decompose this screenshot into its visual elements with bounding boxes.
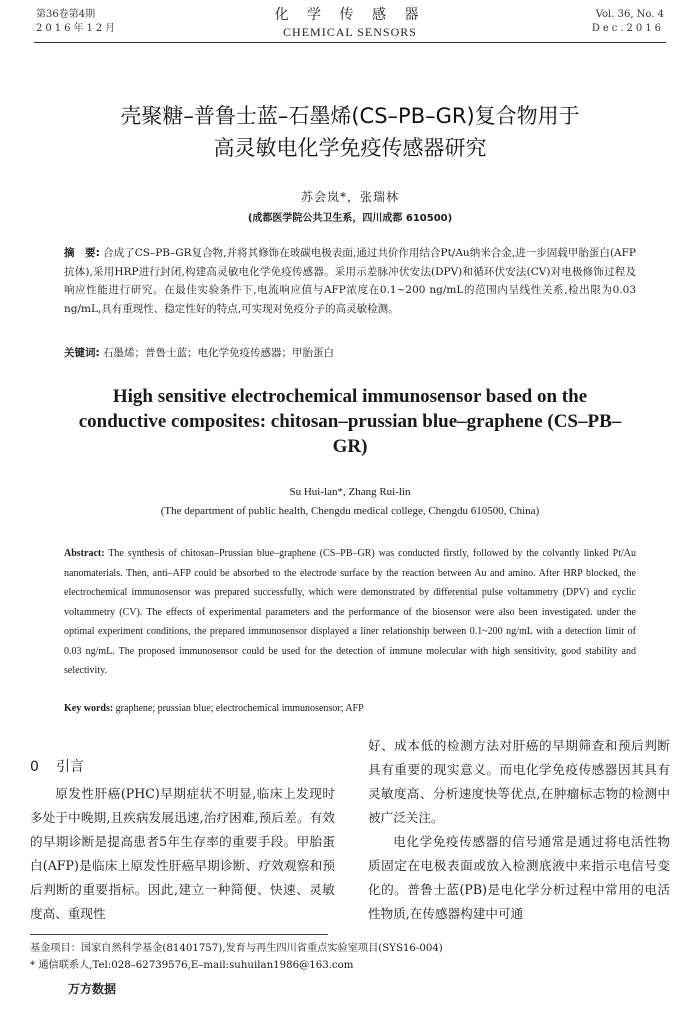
footnotes xyxy=(30,940,443,974)
watermark: 万方数据 xyxy=(68,982,117,996)
chinese-keywords-text: 石墨烯；普鲁士蓝；电化学免疫传感器；甲胎蛋白 xyxy=(99,347,335,359)
body-paragraph: 电化学免疫传感器的信号通常是通过将电活性物质固定在电极表面或放入检测底液中来指示电信号变化的。普鲁士蓝(PB)是电化学分析过程中常用的电活性物质,在传感器构建中可通 xyxy=(368,834,670,921)
english-title-line1: High sensitive electrochemical immunosensor based on the xyxy=(112,386,588,407)
section-number: 0 xyxy=(30,759,39,775)
chinese-abstract-label: 摘 要: xyxy=(64,247,100,259)
english-abstract-text: The synthesis of chitosan–Prussian blue–graphene (CS–PB–GR) was conducted firstly, followed by the colvantly linked Pt/Au nanomaterials. Then, anti–AFP could be absorbed to the electrode surface by the reaction between Au and amino. After HRP blocked, the electrochemical immunosensor was prepared successfully, which were demonstrated by differential pulse voltammetry (DPV) and cyclic voltammetry (CV). The effects of experimental parameters and the performance of the biosensor were also been investigated. under the optimal experiment conditions, the prepared immunosensor displayed a liner relationship between 0.1~200 ng/mL with a detection limit of 0.03 ng/mL. The proposed immunosensor could be used for the detection of immune molecular with high sensitivity, good stability and selectivity. xyxy=(64,548,636,676)
chinese-abstract xyxy=(64,244,636,318)
header-date-cn: 2016年12月 xyxy=(36,23,119,34)
chinese-title-line1: 壳聚糖–普鲁士蓝–石墨烯(CS–PB–GR)复合物用于 xyxy=(120,104,580,128)
chinese-title-line2: 高灵敏电化学免疫传感器研究 xyxy=(213,136,487,160)
chinese-affiliation: (成都医学院公共卫生系，四川成都 610500) xyxy=(247,213,453,224)
english-title-line3: GR) xyxy=(332,436,368,457)
chinese-abstract-text: 合成了CS–PB–GR复合物,并将其修饰在玻碳电极表面,通过共价作用结合Pt/Au纳米合金,进一步固载甲胎蛋白(AFP抗体),采用HRP进行封闭,构建高灵敏电化学免疫传感器。采用示差脉冲伏安法(DPV)和循环伏安法(CV)对电极修饰过程及响应性能进行研究。在最佳实验条件下,电流响应值与AFP浓度在0.1~200 ng/mL的范围内呈线性关系,检出限为0.03 ng/mL,具有重现性、稳定性好的特点,可实现对免疫分子的高灵敏检测。 xyxy=(64,247,636,315)
english-keywords-label: Key words: xyxy=(64,703,114,714)
footnote-fund: 基金项目：国家自然科学基金(81401757),发育与再生四川省重点实验室项目(SYS16-004) xyxy=(30,943,443,954)
english-title xyxy=(50,384,650,459)
body-column-right xyxy=(368,734,670,926)
header-volume-cn: 第36卷第4期 xyxy=(36,9,96,20)
chinese-authors: 苏会岚*，张瑞林 xyxy=(300,190,399,204)
english-keywords-text: graphene; prussian blue; electrochemical immunosensor; AFP xyxy=(113,703,364,714)
chinese-title xyxy=(40,100,660,164)
header-right xyxy=(592,8,664,36)
header-divider xyxy=(34,42,666,43)
english-abstract xyxy=(64,544,636,681)
header-date-en: Dec.2016 xyxy=(591,23,664,34)
journal-name-en: CHEMICAL SENSORS xyxy=(283,25,417,39)
journal-name-cn: 化 学 传 感 器 xyxy=(274,7,426,23)
footnote-divider xyxy=(30,934,328,935)
header-volume-en: Vol. 36, No. 4 xyxy=(595,9,664,20)
chinese-keywords xyxy=(64,344,636,362)
english-affiliation: (The department of public health, Chengdu medical college, Chengdu 610500, China) xyxy=(160,505,540,517)
english-title-line2: conductive composites: chitosan–prussian blue–graphene (CS–PB– xyxy=(78,411,622,432)
english-keywords xyxy=(64,700,636,718)
english-abstract-label: Abstract: xyxy=(64,548,105,559)
body-paragraph-continued: 好、成本低的检测方法对肝癌的早期筛查和预后判断具有重要的现实意义。而电化学免疫传感器因其具有灵敏度高、分析速度快等优点,在肿瘤标志物的检测中被广泛关注。 xyxy=(368,738,670,825)
body-column-left xyxy=(30,782,335,926)
footnote-contact: * 通信联系人,Tel:028–62739576,E–mail:suhuilan1986@163.com xyxy=(30,960,354,971)
section-heading xyxy=(30,756,84,776)
chinese-keywords-label: 关键词: xyxy=(64,347,100,359)
body-paragraph: 原发性肝癌(PHC)早期症状不明显,临床上发现时多处于中晚期,且疾病发展迅速,治疗困难,预后差。有效的早期诊断是提高患者5年生存率的重要手段。甲胎蛋白(AFP)是临床上原发性肝癌早期诊断、疗效观察和预后判断的重要指标。因此,建立一种简便、快速、灵敏度高、重现性 xyxy=(30,786,335,921)
english-authors: Su Hui-lan*, Zhang Rui-lin xyxy=(289,486,411,498)
section-title: 引言 xyxy=(56,759,84,775)
